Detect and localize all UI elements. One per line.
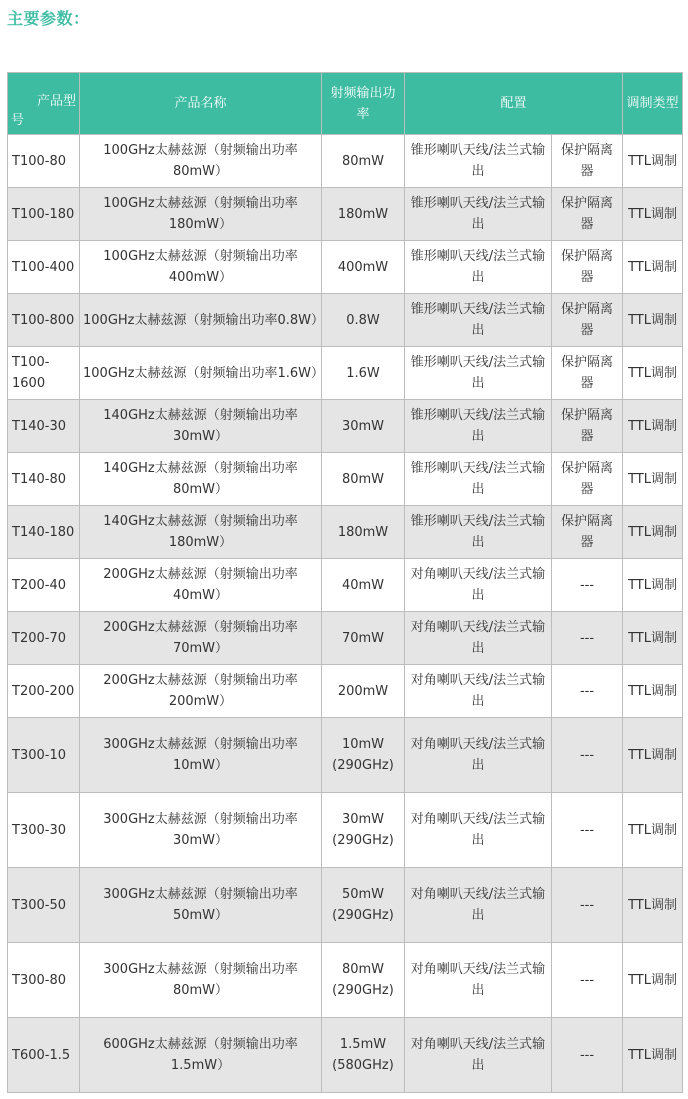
cell-name: 100GHz太赫兹源（射频输出功率0.8W） bbox=[80, 294, 322, 347]
cell-model: T300-10 bbox=[8, 718, 80, 793]
cell-isolator: --- bbox=[552, 793, 623, 868]
cell-modulation: TTL调制 bbox=[623, 868, 683, 943]
cell-antenna: 锥形喇叭天线/法兰式输出 bbox=[405, 188, 552, 241]
cell-name: 300GHz太赫兹源（射频输出功率30mW） bbox=[80, 793, 322, 868]
cell-modulation: TTL调制 bbox=[623, 793, 683, 868]
cell-power: 10mW (290GHz) bbox=[322, 718, 405, 793]
table-row bbox=[8, 506, 683, 559]
cell-model: T100-400 bbox=[8, 241, 80, 294]
cell-isolator: 保护隔离器 bbox=[552, 347, 623, 400]
cell-power: 80mW (290GHz) bbox=[322, 943, 405, 1018]
cell-power: 80mW bbox=[322, 135, 405, 188]
cell-power: 180mW bbox=[322, 188, 405, 241]
cell-antenna: 对角喇叭天线/法兰式输出 bbox=[405, 718, 552, 793]
cell-antenna: 对角喇叭天线/法兰式输出 bbox=[405, 943, 552, 1018]
cell-modulation: TTL调制 bbox=[623, 1018, 683, 1093]
cell-modulation: TTL调制 bbox=[623, 453, 683, 506]
table-row bbox=[8, 188, 683, 241]
cell-model: T140-80 bbox=[8, 453, 80, 506]
cell-model: T100-1600 bbox=[8, 347, 80, 400]
table-header-row bbox=[8, 73, 683, 135]
cell-isolator: --- bbox=[552, 665, 623, 718]
cell-name: 140GHz太赫兹源（射频输出功率180mW） bbox=[80, 506, 322, 559]
cell-isolator: 保护隔离器 bbox=[552, 241, 623, 294]
table-body bbox=[8, 135, 683, 1093]
cell-antenna: 对角喇叭天线/法兰式输出 bbox=[405, 1018, 552, 1093]
header-model-line1: 产品型 bbox=[36, 94, 76, 109]
cell-modulation: TTL调制 bbox=[623, 347, 683, 400]
cell-name: 200GHz太赫兹源（射频输出功率70mW） bbox=[80, 612, 322, 665]
cell-isolator: --- bbox=[552, 718, 623, 793]
table-row bbox=[8, 347, 683, 400]
cell-power: 40mW bbox=[322, 559, 405, 612]
cell-power: 0.8W bbox=[322, 294, 405, 347]
table-row bbox=[8, 1018, 683, 1093]
cell-model: T300-80 bbox=[8, 943, 80, 1018]
header-model-line2: 号 bbox=[11, 113, 25, 128]
cell-power: 400mW bbox=[322, 241, 405, 294]
cell-model: T200-70 bbox=[8, 612, 80, 665]
header-config: 配置 bbox=[405, 73, 623, 135]
cell-name: 300GHz太赫兹源（射频输出功率80mW） bbox=[80, 943, 322, 1018]
cell-power: 1.5mW (580GHz) bbox=[322, 1018, 405, 1093]
cell-model: T200-40 bbox=[8, 559, 80, 612]
parameters-table bbox=[7, 72, 683, 1093]
cell-antenna: 锥形喇叭天线/法兰式输出 bbox=[405, 453, 552, 506]
cell-model: T300-30 bbox=[8, 793, 80, 868]
cell-power: 30mW (290GHz) bbox=[322, 793, 405, 868]
cell-name: 100GHz太赫兹源（射频输出功率80mW） bbox=[80, 135, 322, 188]
cell-isolator: --- bbox=[552, 612, 623, 665]
cell-model: T600-1.5 bbox=[8, 1018, 80, 1093]
cell-modulation: TTL调制 bbox=[623, 135, 683, 188]
cell-modulation: TTL调制 bbox=[623, 612, 683, 665]
cell-name: 300GHz太赫兹源（射频输出功率10mW） bbox=[80, 718, 322, 793]
cell-name: 100GHz太赫兹源（射频输出功率1.6W） bbox=[80, 347, 322, 400]
cell-modulation: TTL调制 bbox=[623, 506, 683, 559]
cell-modulation: TTL调制 bbox=[623, 559, 683, 612]
cell-model: T100-180 bbox=[8, 188, 80, 241]
cell-isolator: 保护隔离器 bbox=[552, 135, 623, 188]
cell-power: 200mW bbox=[322, 665, 405, 718]
cell-modulation: TTL调制 bbox=[623, 400, 683, 453]
cell-power: 50mW (290GHz) bbox=[322, 868, 405, 943]
section-heading: 主要参数： bbox=[7, 9, 90, 28]
cell-isolator: 保护隔离器 bbox=[552, 188, 623, 241]
cell-model: T200-200 bbox=[8, 665, 80, 718]
table-row bbox=[8, 135, 683, 188]
cell-antenna: 锥形喇叭天线/法兰式输出 bbox=[405, 241, 552, 294]
cell-model: T140-30 bbox=[8, 400, 80, 453]
cell-model: T100-800 bbox=[8, 294, 80, 347]
cell-name: 100GHz太赫兹源（射频输出功率180mW） bbox=[80, 188, 322, 241]
cell-isolator: --- bbox=[552, 868, 623, 943]
cell-antenna: 锥形喇叭天线/法兰式输出 bbox=[405, 506, 552, 559]
cell-antenna: 对角喇叭天线/法兰式输出 bbox=[405, 793, 552, 868]
table-row bbox=[8, 665, 683, 718]
cell-antenna: 锥形喇叭天线/法兰式输出 bbox=[405, 135, 552, 188]
table-row bbox=[8, 294, 683, 347]
cell-power: 180mW bbox=[322, 506, 405, 559]
cell-antenna: 锥形喇叭天线/法兰式输出 bbox=[405, 347, 552, 400]
cell-power: 80mW bbox=[322, 453, 405, 506]
table-row bbox=[8, 868, 683, 943]
cell-isolator: --- bbox=[552, 1018, 623, 1093]
cell-antenna: 对角喇叭天线/法兰式输出 bbox=[405, 559, 552, 612]
table-row bbox=[8, 241, 683, 294]
cell-power: 70mW bbox=[322, 612, 405, 665]
cell-name: 300GHz太赫兹源（射频输出功率50mW） bbox=[80, 868, 322, 943]
cell-name: 600GHz太赫兹源（射频输出功率1.5mW） bbox=[80, 1018, 322, 1093]
table-row bbox=[8, 793, 683, 868]
cell-name: 200GHz太赫兹源（射频输出功率40mW） bbox=[80, 559, 322, 612]
cell-modulation: TTL调制 bbox=[623, 294, 683, 347]
cell-antenna: 对角喇叭天线/法兰式输出 bbox=[405, 665, 552, 718]
cell-name: 100GHz太赫兹源（射频输出功率400mW） bbox=[80, 241, 322, 294]
table-row bbox=[8, 453, 683, 506]
cell-isolator: 保护隔离器 bbox=[552, 294, 623, 347]
cell-antenna: 锥形喇叭天线/法兰式输出 bbox=[405, 400, 552, 453]
cell-power: 1.6W bbox=[322, 347, 405, 400]
table-row bbox=[8, 943, 683, 1018]
cell-modulation: TTL调制 bbox=[623, 718, 683, 793]
table-row bbox=[8, 559, 683, 612]
cell-name: 200GHz太赫兹源（射频输出功率200mW） bbox=[80, 665, 322, 718]
table-row bbox=[8, 612, 683, 665]
cell-modulation: TTL调制 bbox=[623, 665, 683, 718]
table-row bbox=[8, 400, 683, 453]
cell-antenna: 锥形喇叭天线/法兰式输出 bbox=[405, 294, 552, 347]
cell-model: T140-180 bbox=[8, 506, 80, 559]
table-row bbox=[8, 718, 683, 793]
header-name: 产品名称 bbox=[80, 73, 322, 135]
cell-antenna: 对角喇叭天线/法兰式输出 bbox=[405, 868, 552, 943]
cell-isolator: --- bbox=[552, 559, 623, 612]
header-model bbox=[8, 73, 80, 135]
cell-modulation: TTL调制 bbox=[623, 943, 683, 1018]
cell-isolator: 保护隔离器 bbox=[552, 453, 623, 506]
cell-name: 140GHz太赫兹源（射频输出功率80mW） bbox=[80, 453, 322, 506]
header-power: 射频输出功率 bbox=[322, 73, 405, 135]
cell-isolator: 保护隔离器 bbox=[552, 400, 623, 453]
cell-modulation: TTL调制 bbox=[623, 188, 683, 241]
cell-modulation: TTL调制 bbox=[623, 241, 683, 294]
cell-isolator: --- bbox=[552, 943, 623, 1018]
cell-name: 140GHz太赫兹源（射频输出功率30mW） bbox=[80, 400, 322, 453]
cell-model: T100-80 bbox=[8, 135, 80, 188]
cell-antenna: 对角喇叭天线/法兰式输出 bbox=[405, 612, 552, 665]
cell-power: 30mW bbox=[322, 400, 405, 453]
cell-isolator: 保护隔离器 bbox=[552, 506, 623, 559]
cell-model: T300-50 bbox=[8, 868, 80, 943]
header-modulation: 调制类型 bbox=[623, 73, 683, 135]
